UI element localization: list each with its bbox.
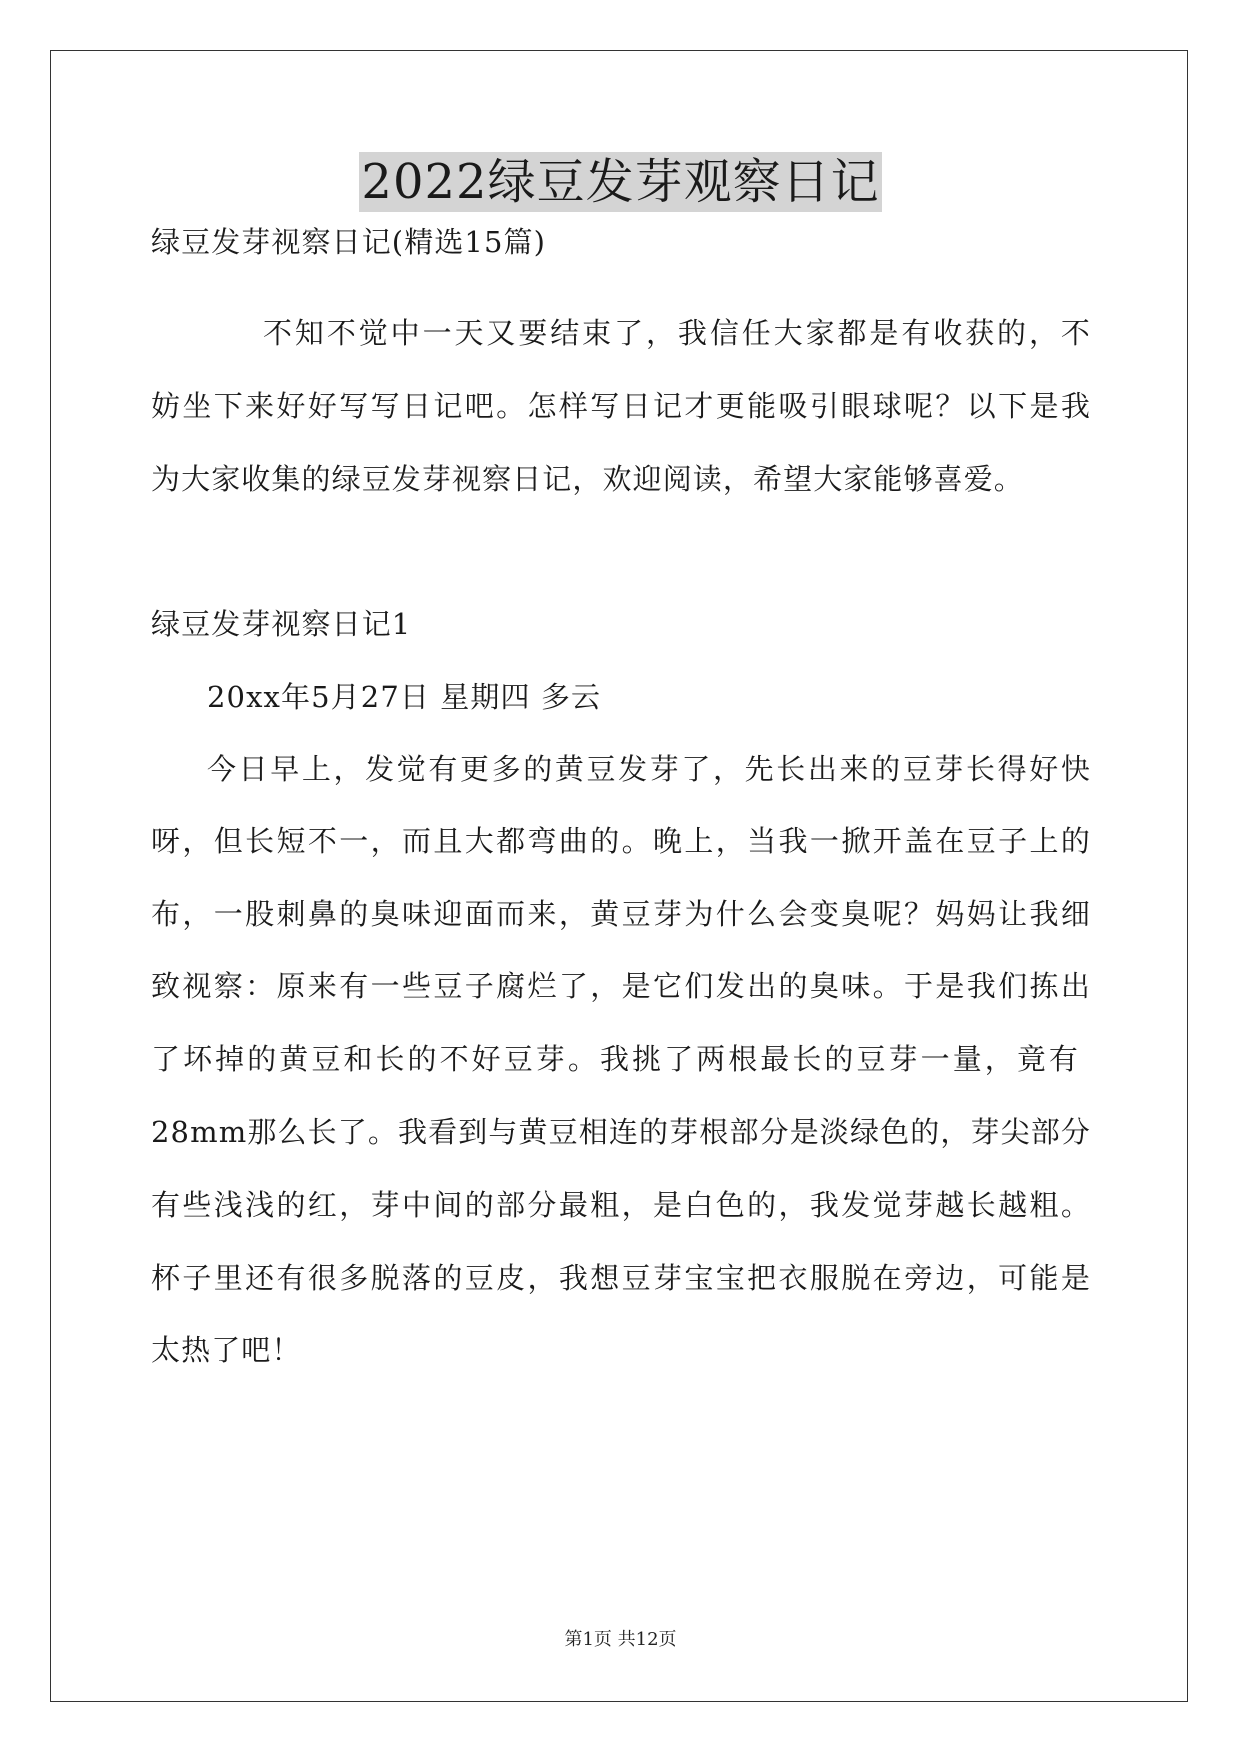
body-line-5: 了坏掉的黄豆和长的不好豆芽。我挑了两根最长的豆芽一量，竟有 [151,1042,1079,1076]
intro-line-1: 不知不觉中一天又要结束了，我信任大家都是有收获的，不 [263,316,1091,350]
body-line-7: 有些浅浅的红，芽中间的部分最粗，是白色的，我发觉芽越长越粗。 [151,1188,1091,1222]
document-title: 2022绿豆发芽观察日记 [361,154,880,210]
body-line-6: 28mm那么长了。我看到与黄豆相连的芽根部分是淡绿色的，芽尖部分 [151,1115,1091,1149]
date-line: 20xx年5月27日 星期四 多云 [207,680,602,714]
page-footer: 第1页 共12页 [564,1629,677,1650]
body-line-1: 今日早上，发觉有更多的黄豆发芽了，先长出来的豆芽长得好快 [207,752,1091,786]
title-container [0,152,1241,212]
body-line-8: 杯子里还有很多脱落的豆皮，我想豆芽宝宝把衣服脱在旁边，可能是 [151,1261,1091,1295]
body-line-3: 布，一股刺鼻的臭味迎面而来，黄豆芽为什么会变臭呢？妈妈让我细 [151,897,1091,931]
section-heading: 绿豆发芽视察日记1 [151,607,412,641]
body-line-2: 呀，但长短不一，而且大都弯曲的。晚上，当我一掀开盖在豆子上的 [151,824,1091,858]
intro-line-3: 为大家收集的绿豆发芽视察日记，欢迎阅读，希望大家能够喜爱。 [151,462,1024,496]
intro-line-2: 妨坐下来好好写写日记吧。怎样写日记才更能吸引眼球呢？以下是我 [151,389,1091,423]
document-subtitle: 绿豆发芽视察日记(精选15篇) [151,225,547,259]
body-line-4: 致视察：原来有一些豆子腐烂了，是它们发出的臭味。于是我们拣出 [151,969,1091,1003]
page-border [50,50,1188,1702]
body-line-9: 太热了吧！ [151,1333,302,1367]
